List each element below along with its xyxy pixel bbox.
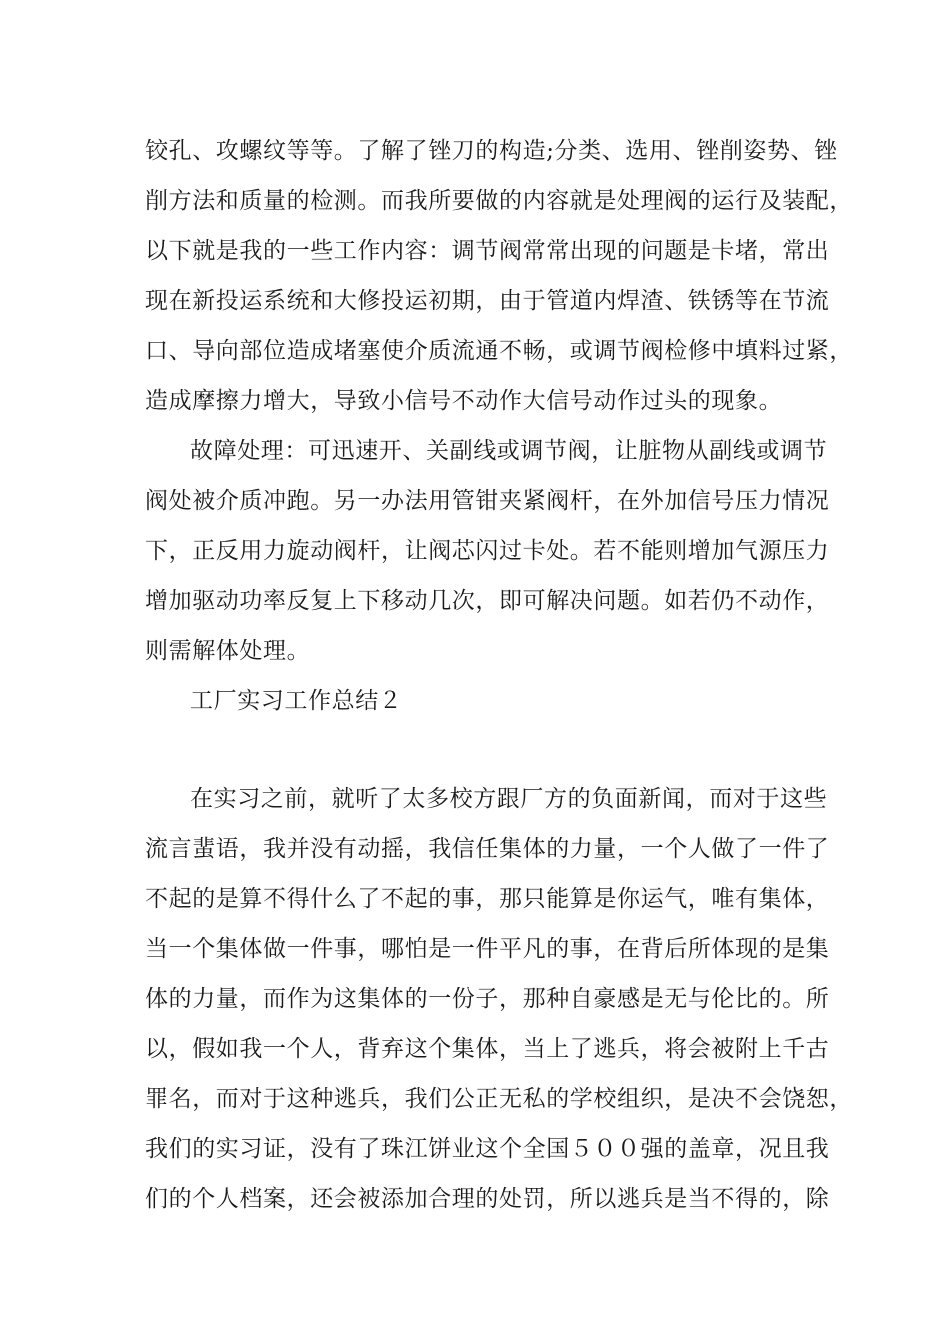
paragraph-1-line-3: 以下就是我的一些工作内容：调节阀常常出现的问题是卡堵，常出 bbox=[145, 238, 830, 264]
paragraph-3-line-7: 罪名，而对于这种逃兵，我们公正无私的学校组织，是决不会饶恕， bbox=[145, 1086, 853, 1112]
paragraph-2-line-5: 则需解体处理。 bbox=[145, 638, 311, 664]
paragraph-1-line-4: 现在新投运系统和大修投运初期，由于管道内焊渣、铁锈等在节流 bbox=[145, 288, 830, 314]
paragraph-2-line-4: 增加驱动功率反复上下移动几次，即可解决问题。如若仍不动作， bbox=[145, 588, 830, 614]
paragraph-2-line-1: 故障处理：可迅速开、关副线或调节阀，让脏物从副线或调节 bbox=[190, 438, 828, 464]
paragraph-3-line-2: 流言蜚语，我并没有动摇，我信任集体的力量，一个人做了一件了 bbox=[145, 836, 830, 862]
paragraph-1-line-6: 造成摩擦力增大，导致小信号不动作大信号动作过头的现象。 bbox=[145, 388, 783, 414]
paragraph-3-line-1: 在实习之前，就听了太多校方跟厂方的负面新闻，而对于这些 bbox=[190, 786, 828, 812]
section-heading: 工厂实习工作总结２ bbox=[190, 688, 403, 714]
paragraph-1-line-1: 铰孔、攻螺纹等等。了解了锉刀的构造;分类、选用、锉削姿势、锉 bbox=[145, 138, 838, 164]
paragraph-1-line-2: 削方法和质量的检测。而我所要做的内容就是处理阀的运行及装配， bbox=[145, 188, 853, 214]
paragraph-3-line-8: 我们的实习证，没有了珠江饼业这个全国５００强的盖章，况且我 bbox=[145, 1136, 830, 1162]
paragraph-3-line-5: 体的力量，而作为这集体的一份子，那种自豪感是无与伦比的。所 bbox=[145, 986, 830, 1012]
paragraph-1-line-5: 口、导向部位造成堵塞使介质流通不畅，或调节阀检修中填料过紧， bbox=[145, 338, 853, 364]
paragraph-3-line-3: 不起的是算不得什么了不起的事，那只能算是你运气，唯有集体， bbox=[145, 886, 830, 912]
paragraph-3-line-9: 们的个人档案，还会被添加合理的处罚，所以逃兵是当不得的，除 bbox=[145, 1186, 830, 1212]
paragraph-2-line-3: 下，正反用力旋动阀杆，让阀芯闪过卡处。若不能则增加气源压力 bbox=[145, 538, 830, 564]
paragraph-2-line-2: 阀处被介质冲跑。另一办法用管钳夹紧阀杆，在外加信号压力情况 bbox=[145, 488, 830, 514]
paragraph-3-line-4: 当一个集体做一件事，哪怕是一件平凡的事，在背后所体现的是集 bbox=[145, 936, 830, 962]
paragraph-3-line-6: 以，假如我一个人，背弃这个集体，当上了逃兵，将会被附上千古 bbox=[145, 1036, 830, 1062]
